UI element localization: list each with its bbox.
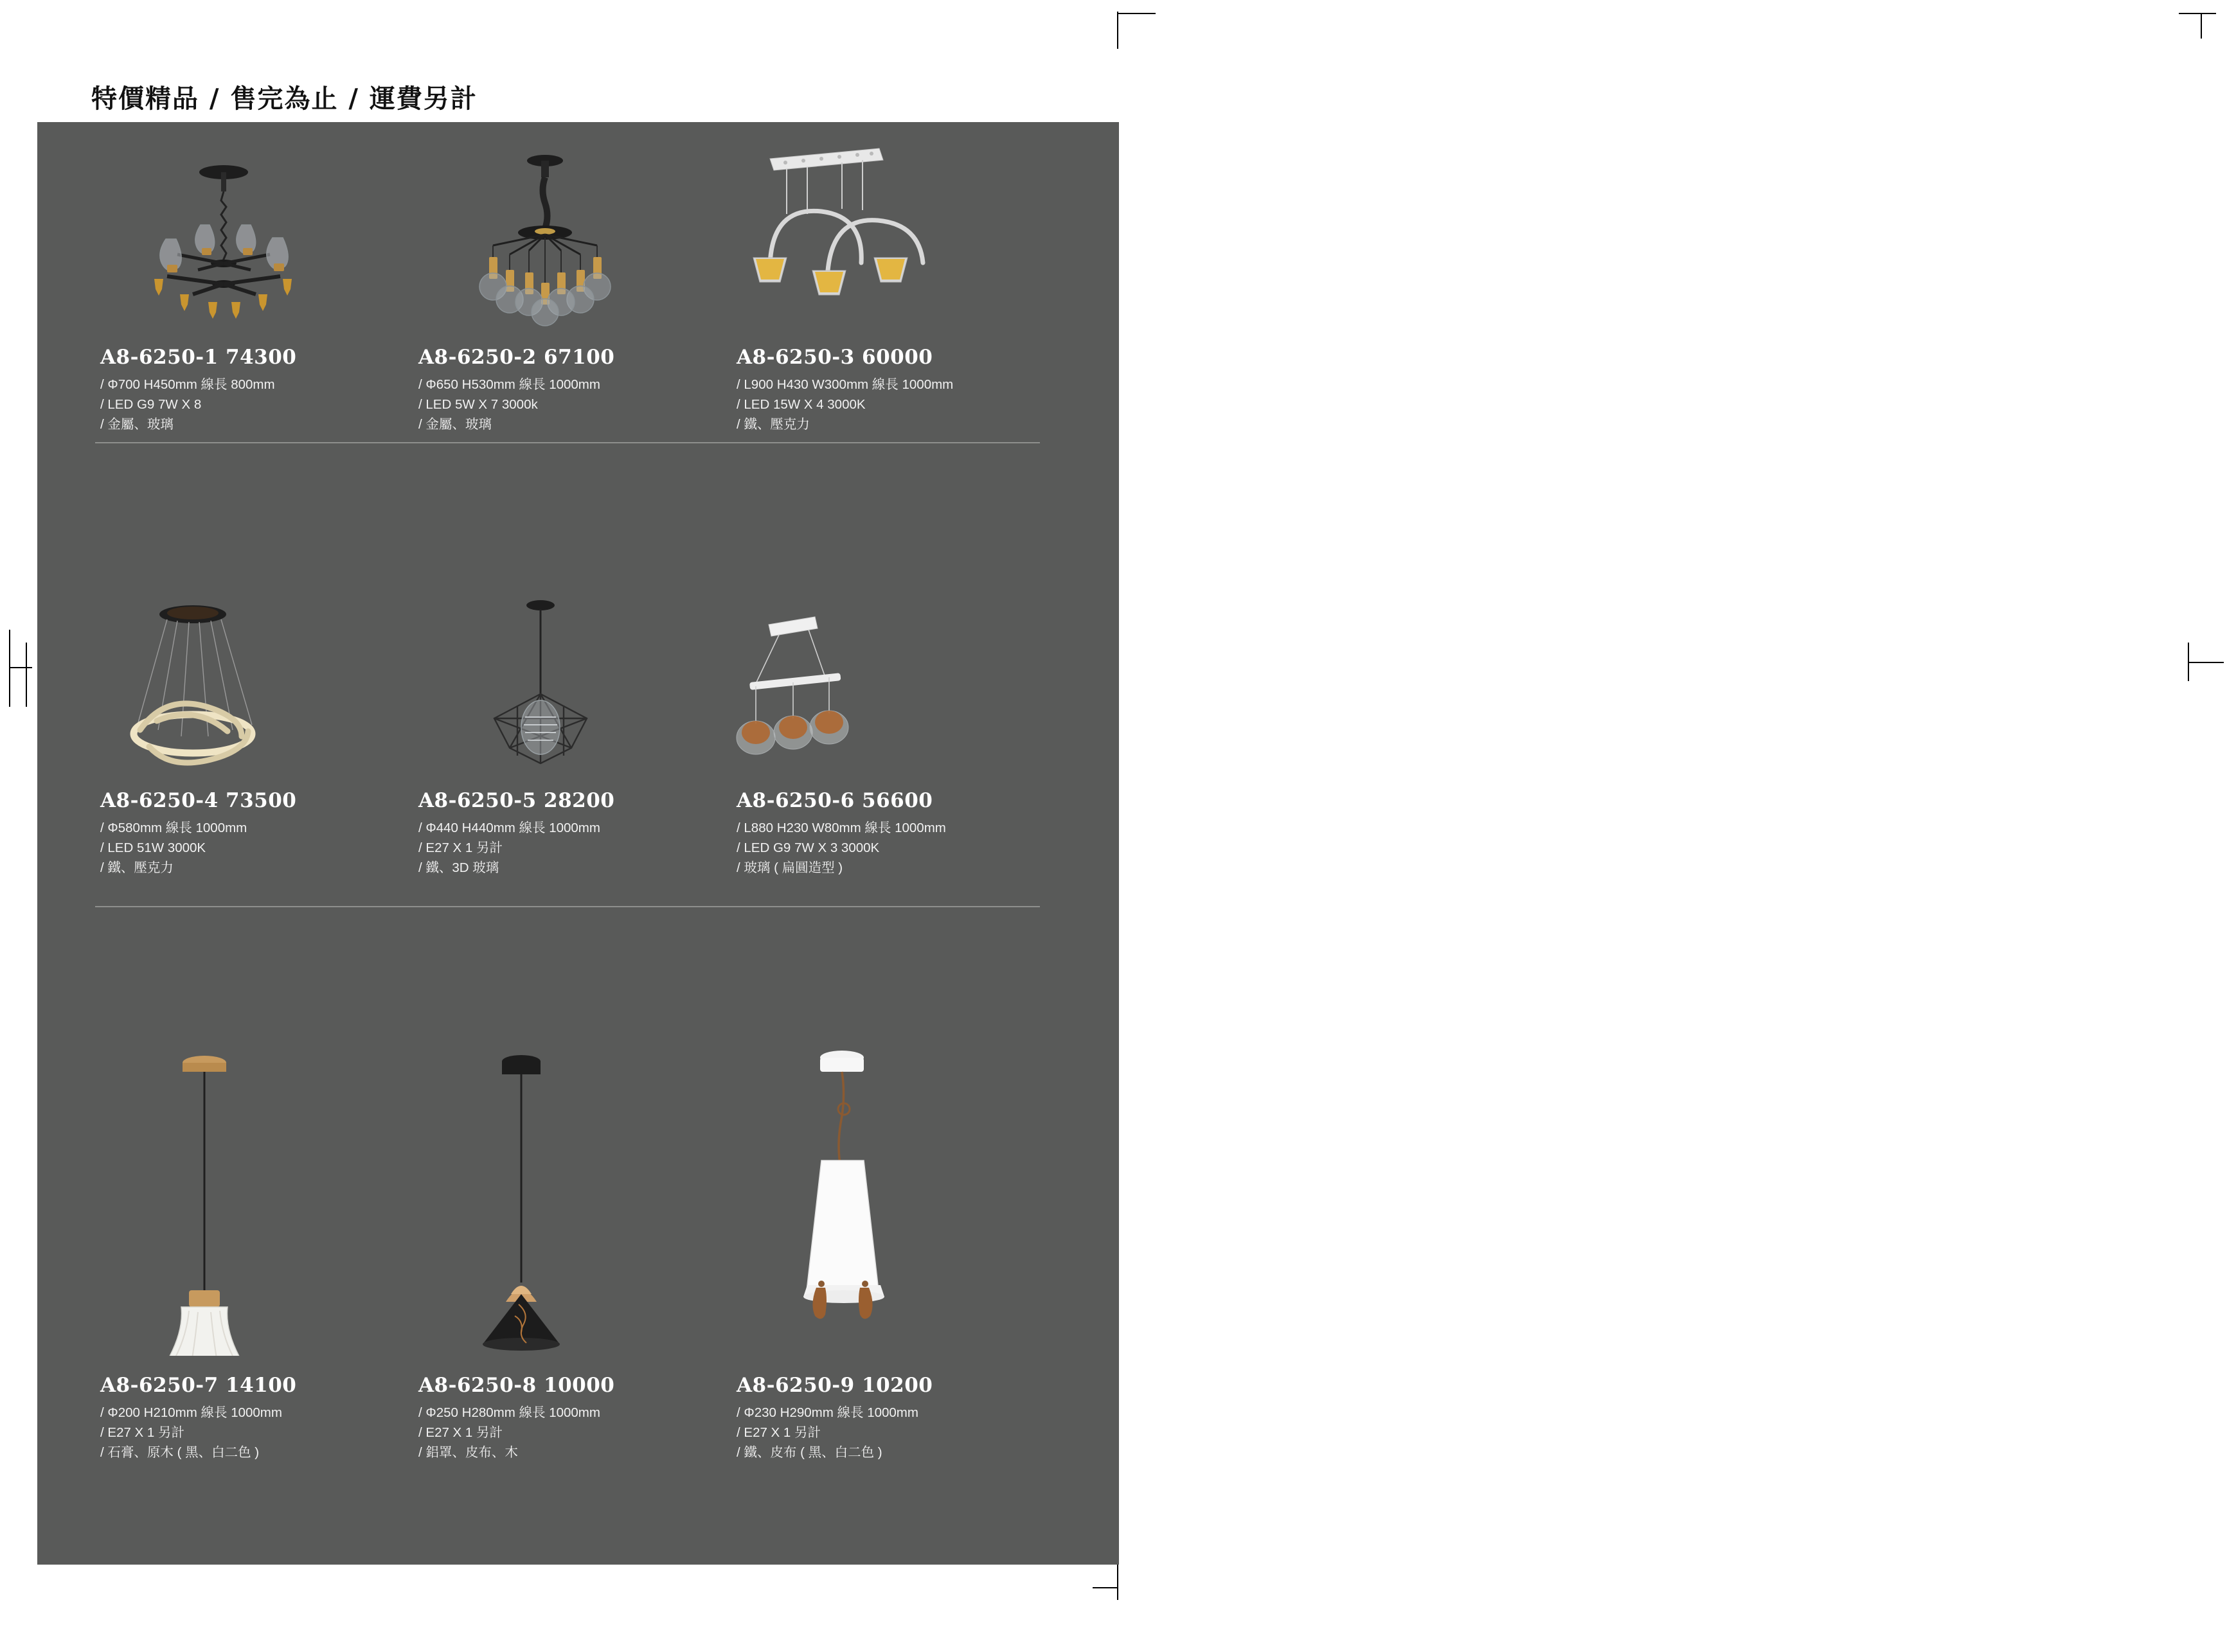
product-card-a8-6250-3[interactable] bbox=[731, 122, 1046, 585]
product-spec-size: / Φ700 H450mm 線長 800mm bbox=[100, 377, 275, 392]
product-spec-lamp: / LED G9 7W X 8 bbox=[100, 397, 202, 413]
product-spec-lamp: / E27 X 1 另計 bbox=[418, 840, 503, 856]
product-spec-material: / 鐵、3D 玻璃 bbox=[418, 860, 499, 876]
product-card-a8-6250-6[interactable] bbox=[731, 585, 1046, 1035]
product-spec-material: / 鐵、皮布 ( 黑、白二色 ) bbox=[737, 1445, 882, 1461]
product-title: A8-6250-2 67100 bbox=[418, 346, 615, 369]
product-spec-lamp: / E27 X 1 另計 bbox=[737, 1425, 821, 1441]
crop-mark-right-mid-h bbox=[2188, 662, 2224, 663]
product-image-a8-6250-8 bbox=[413, 1046, 728, 1354]
product-spec-material: / 金屬、玻璃 bbox=[418, 417, 492, 432]
crop-mark-left-mid2 bbox=[26, 643, 27, 707]
product-title: A8-6250-4 73500 bbox=[100, 789, 297, 812]
product-title: A8-6250-5 28200 bbox=[418, 789, 615, 812]
product-caption-a8-6250-2 bbox=[418, 346, 720, 434]
product-spec-material: / 玻璃 ( 扁圓造型 ) bbox=[737, 860, 843, 876]
product-spec-size: / L900 H430 W300mm 線長 1000mm bbox=[737, 377, 954, 392]
product-spec-size: / Φ440 H440mm 線長 1000mm bbox=[418, 821, 600, 835]
product-card-a8-6250-1[interactable] bbox=[95, 122, 410, 585]
product-image-a8-6250-7 bbox=[95, 1047, 410, 1356]
product-row-3 bbox=[37, 1035, 1119, 1561]
product-card-a8-6250-7[interactable] bbox=[95, 1035, 410, 1561]
product-spec-lamp: / LED G9 7W X 3 3000K bbox=[737, 840, 880, 856]
product-spec-material: / 石膏、原木 ( 黑、白二色 ) bbox=[100, 1445, 260, 1461]
product-spec-lamp: / LED 15W X 4 3000K bbox=[737, 397, 866, 413]
product-card-a8-6250-5[interactable] bbox=[413, 585, 728, 1035]
product-caption-a8-6250-8 bbox=[418, 1374, 720, 1462]
product-caption-a8-6250-1 bbox=[100, 346, 402, 434]
product-grid-panel bbox=[37, 122, 1119, 1652]
product-image-a8-6250-6 bbox=[731, 610, 1046, 790]
product-image-a8-6250-9 bbox=[731, 1041, 1046, 1349]
product-spec-size: / Φ250 H280mm 線長 1000mm bbox=[418, 1405, 600, 1420]
product-image-a8-6250-2 bbox=[413, 135, 728, 334]
crop-mark-top bbox=[1117, 12, 1118, 49]
product-image-a8-6250-1 bbox=[95, 141, 410, 334]
product-spec-size: / Φ200 H210mm 線長 1000mm bbox=[100, 1405, 282, 1420]
product-spec-lamp: / LED 51W 3000K bbox=[100, 840, 206, 856]
row-divider-2 bbox=[95, 906, 1040, 907]
crop-mark-left-mid-h bbox=[9, 667, 32, 668]
product-image-a8-6250-3 bbox=[731, 138, 1046, 331]
product-caption-a8-6250-9 bbox=[737, 1374, 1039, 1462]
page-title: 特價精品 / 售完為止 / 運費另計 bbox=[91, 84, 478, 114]
product-caption-a8-6250-6 bbox=[737, 789, 1039, 878]
product-spec-size: / Φ580mm 線長 1000mm bbox=[100, 821, 247, 835]
product-image-a8-6250-5 bbox=[413, 591, 728, 790]
product-spec-lamp: / LED 5W X 7 3000k bbox=[418, 397, 538, 413]
product-title: A8-6250-3 60000 bbox=[737, 346, 933, 369]
product-card-a8-6250-2[interactable] bbox=[413, 122, 728, 585]
crop-mark-right-upper bbox=[2179, 13, 2216, 14]
product-caption-a8-6250-5 bbox=[418, 789, 720, 878]
crop-mark-left-mid bbox=[9, 630, 10, 707]
crop-mark-top-right bbox=[1118, 13, 1156, 14]
brand-label: A8 lighting bbox=[131, 1630, 232, 1651]
row-divider-1 bbox=[95, 442, 1040, 443]
product-spec-material: / 鐵、壓克力 bbox=[737, 417, 810, 432]
page-number: 250 bbox=[270, 1630, 311, 1652]
page-footer bbox=[131, 1630, 311, 1652]
product-spec-lamp: / E27 X 1 另計 bbox=[100, 1425, 185, 1441]
product-title: A8-6250-6 56600 bbox=[737, 789, 933, 812]
product-title: A8-6250-9 10200 bbox=[737, 1374, 933, 1397]
product-title: A8-6250-7 14100 bbox=[100, 1374, 297, 1397]
product-spec-size: / L880 H230 W80mm 線長 1000mm bbox=[737, 821, 946, 835]
product-spec-lamp: / E27 X 1 另計 bbox=[418, 1425, 503, 1441]
product-card-a8-6250-8[interactable] bbox=[413, 1035, 728, 1561]
product-row-1 bbox=[37, 122, 1119, 585]
product-image-a8-6250-4 bbox=[95, 598, 410, 790]
product-card-a8-6250-9[interactable] bbox=[731, 1035, 1046, 1561]
product-spec-size: / Φ650 H530mm 線長 1000mm bbox=[418, 377, 600, 392]
product-spec-material: / 鐵、壓克力 bbox=[100, 860, 174, 876]
product-row-2 bbox=[37, 585, 1119, 1035]
product-spec-material: / 金屬、玻璃 bbox=[100, 417, 174, 432]
product-title: A8-6250-8 10000 bbox=[418, 1374, 615, 1397]
product-caption-a8-6250-4 bbox=[100, 789, 402, 878]
crop-mark-bottom-h bbox=[1093, 1587, 1118, 1588]
product-caption-a8-6250-3 bbox=[737, 346, 1039, 434]
product-caption-a8-6250-7 bbox=[100, 1374, 402, 1462]
product-spec-material: / 鋁罩、皮布、木 bbox=[418, 1445, 518, 1461]
crop-mark-right-upper-v bbox=[2201, 13, 2202, 39]
product-card-a8-6250-4[interactable] bbox=[95, 585, 410, 1035]
crop-mark-bottom bbox=[1117, 1561, 1118, 1600]
product-spec-size: / Φ230 H290mm 線長 1000mm bbox=[737, 1405, 918, 1420]
product-title: A8-6250-1 74300 bbox=[100, 346, 297, 369]
